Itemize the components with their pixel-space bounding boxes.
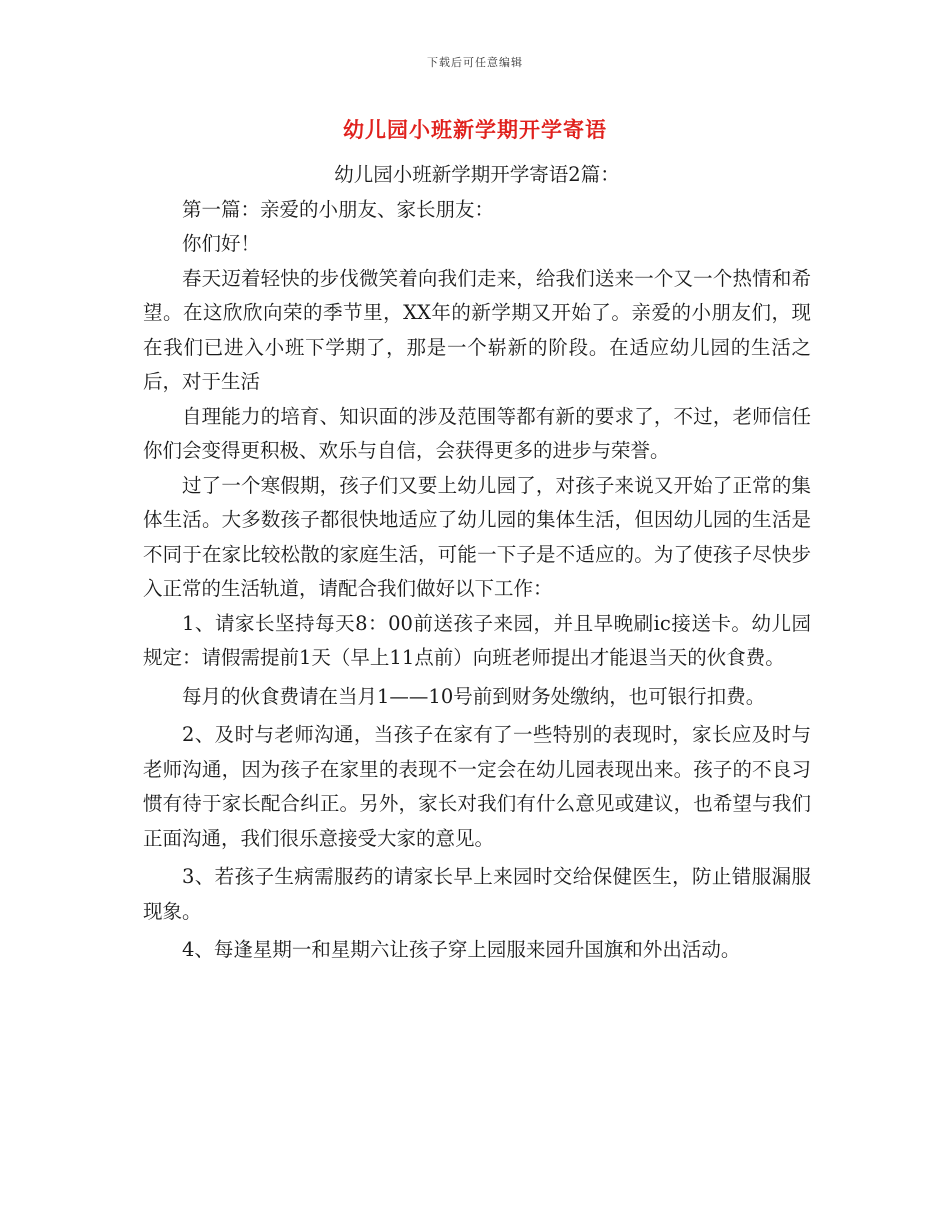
paragraph: 自理能力的培育、知识面的涉及范围等都有新的要求了，不过，老师信任你们会变得更积极、欢乐与自信，会获得更多的进步与荣誉。 xyxy=(143,404,811,462)
document-title: 幼儿园小班新学期开学寄语 xyxy=(343,117,607,142)
document-subtitle: 幼儿园小班新学期开学寄语2篇： xyxy=(334,163,620,186)
paragraph: 春天迈着轻快的步伐微笑着向我们走来，给我们送来一个又一个热情和希望。在这欣欣向荣的季节里，XX年的新学期又开始了。亲爱的小朋友们，现在我们已进入小班下学期了，那是一个崭新的阶段。在适应幼儿园的生活之后，对于生活 xyxy=(143,266,811,393)
header-note: 下载后可任意编辑 xyxy=(427,56,523,69)
paragraph-item-3: 3、若孩子生病需服药的请家长早上来园时交给保健医生，防止错服漏服现象。 xyxy=(143,865,811,923)
paragraph-item-1: 1、请家长坚持每天8：00前送孩子来园，并且早晚刷ic接送卡。幼儿园规定：请假需提前1天（早上11点前）向班老师提出才能退当天的伙食费。 xyxy=(143,611,811,669)
paragraph-item-4: 4、每逢星期一和星期六让孩子穿上园服来园升国旗和外出活动。 xyxy=(182,938,741,961)
paragraph-item-2: 2、及时与老师沟通，当孩子在家有了一些特别的表现时，家长应及时与老师沟通，因为孩子在家里的表现不一定会在幼儿园表现出来。孩子的不良习惯有待于家长配合纠正。另外，家长对我们有什么意见或建议，也希望与我们正面沟通，我们很乐意接受大家的意见。 xyxy=(143,723,811,850)
paragraph: 过了一个寒假期，孩子们又要上幼儿园了，对孩子来说又开始了正常的集体生活。大多数孩子都很快地适应了幼儿园的集体生活，但因幼儿园的生活是不同于在家比较松散的家庭生活，可能一下子是不适应的。为了使孩子尽快步入正常的生活轨道，请配合我们做好以下工作： xyxy=(143,473,811,600)
paragraph-greeting-heading: 第一篇：亲爱的小朋友、家长朋友： xyxy=(182,197,495,221)
paragraph: 每月的伙食费请在当月1——10号前到财务处缴纳，也可银行扣费。 xyxy=(182,684,766,708)
paragraph-greeting: 你们好！ xyxy=(182,232,261,255)
document-body xyxy=(143,158,811,968)
